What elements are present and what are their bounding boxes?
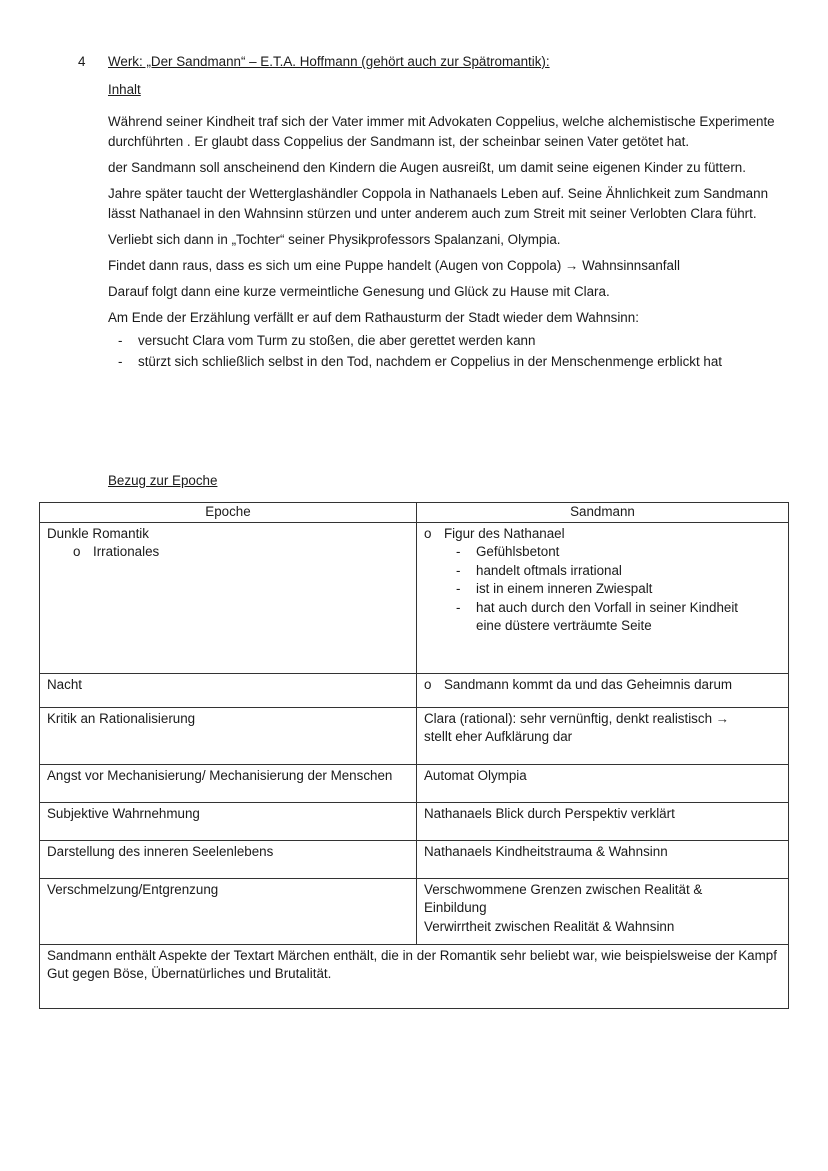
list-item <box>108 351 798 372</box>
inhalt-bullet-list <box>108 330 798 372</box>
table-cell: Nathanaels Blick durch Perspektiv verklärt <box>417 802 789 840</box>
table-cell <box>417 673 789 707</box>
cell-text: Einbildung <box>424 900 487 915</box>
table-cell: Darstellung des inneren Seelenlebens <box>40 840 417 878</box>
circle-marker: o <box>424 676 432 692</box>
cell-subline <box>47 543 409 562</box>
cell-text: Figur des Nathanael <box>444 525 565 541</box>
table-row <box>40 840 789 878</box>
table-cell <box>417 878 789 944</box>
inhalt-paragraph: Darauf folgt dann eine kurze vermeintliche Genesung und Glück zu Hause mit Clara. <box>108 284 610 299</box>
inhalt-paragraph: Während seiner Kindheit traf sich der Vater immer mit Advokaten Coppelius, welche alchemistische Experimente durchführten . Er glaubt dass Coppelius der Sandmann ist, der scheinbar seinen Vater getötet hat. <box>108 114 775 149</box>
table-cell: Automat Olympia <box>417 764 789 802</box>
table-footer-row <box>40 944 789 1008</box>
cell-text: ist in einem inneren Zwiespalt <box>476 581 653 596</box>
cell-text: hat auch durch den Vorfall in seiner Kindheit <box>476 599 739 615</box>
table-row <box>40 802 789 840</box>
table-cell <box>417 707 789 764</box>
table-row <box>40 673 789 707</box>
cell-text: stellt eher Aufklärung dar <box>424 729 573 744</box>
bezug-label: Bezug zur Epoche <box>108 473 218 488</box>
cell-text: Clara (rational): sehr vernünftig, denkt realistisch → <box>424 710 730 726</box>
dash-marker: - <box>118 333 123 348</box>
dash-marker: - <box>118 354 123 369</box>
cell-text: eine düstere verträumte Seite <box>476 618 652 633</box>
table-row <box>40 522 789 673</box>
inhalt-paragraph: Findet dann raus, dass es sich um eine Puppe handelt (Augen von Coppola) → Wahnsinnsanfall <box>108 258 680 273</box>
table-cell: Kritik an Rationalisierung <box>40 707 417 764</box>
inhalt-paragraph: der Sandmann soll anscheinend den Kindern die Augen ausreißt, um damit seine eigenen Kinder zu füttern. <box>108 160 746 175</box>
list-item <box>108 330 798 351</box>
circle-marker: o <box>73 544 81 559</box>
dash-marker: - <box>456 581 461 596</box>
cell-line <box>424 525 781 544</box>
inhalt-paragraph: Verliebt sich dann in „Tochter“ seiner Physikprofessors Spalanzani, Olympia. <box>108 232 561 247</box>
section-title: Werk: „Der Sandmann“ – E.T.A. Hoffmann (gehört auch zur Spätromantik): <box>108 54 550 69</box>
cell-text: handelt oftmals irrational <box>476 562 622 578</box>
table-cell <box>40 522 417 673</box>
bullet-text: versucht Clara vom Turm zu stoßen, die aber gerettet werden kann <box>138 333 536 348</box>
table-footer-cell: Sandmann enthält Aspekte der Textart Märchen enthält, die in der Romantik sehr beliebt war, wie beispielsweise der Kampf Gut gegen Böse, Übernatürliches und Brutalität. <box>40 944 789 1008</box>
header-sandmann: Sandmann <box>417 503 789 523</box>
table-cell: Verschmelzung/Entgrenzung <box>40 878 417 944</box>
table-cell: Nacht <box>40 673 417 707</box>
bullet-text: stürzt sich schließlich selbst in den Tod, nachdem er Coppelius in der Menschenmenge erblickt hat <box>138 354 723 369</box>
table-row <box>40 764 789 802</box>
table-cell: Subjektive Wahrnehmung <box>40 802 417 840</box>
list-item <box>424 543 781 562</box>
cell-text: Dunkle Romantik <box>47 525 149 541</box>
table-row <box>40 878 789 944</box>
inhalt-paragraph: Am Ende der Erzählung verfällt er auf dem Rathausturm der Stadt wieder dem Wahnsinn: <box>108 310 639 325</box>
table-cell: Angst vor Mechanisierung/ Mechanisierung der Menschen <box>40 764 417 802</box>
table-header-row <box>40 503 789 523</box>
table-cell: Nathanaels Kindheitstrauma & Wahnsinn <box>417 840 789 878</box>
table-cell <box>417 522 789 673</box>
header-epoche: Epoche <box>40 503 417 523</box>
dash-marker: - <box>456 544 461 559</box>
cell-text: Verschwommene Grenzen zwischen Realität & <box>424 881 703 897</box>
circle-marker: o <box>424 525 432 541</box>
dash-marker: - <box>456 562 461 578</box>
table-row <box>40 707 789 764</box>
inhalt-content <box>108 112 798 372</box>
list-item-continuation <box>424 617 781 636</box>
epoch-table <box>39 502 789 1009</box>
cell-text: Sandmann kommt da und das Geheimnis darum <box>444 676 733 692</box>
cell-text: Irrationales <box>93 544 160 559</box>
inhalt-paragraph: Jahre später taucht der Wetterglashändler Coppola in Nathanaels Leben auf. Seine Ähnlichkeit zum Sandmann lässt Nathanael in den Wahnsinn stürzen und unter anderem auch zum Streit mit seiner Verlobten Clara führt. <box>108 186 769 221</box>
list-item <box>424 580 781 599</box>
list-item <box>424 562 781 581</box>
cell-text: Verwirrtheit zwischen Realität & Wahnsinn <box>424 918 675 934</box>
inhalt-label: Inhalt <box>108 82 141 97</box>
dash-marker: - <box>456 599 461 615</box>
cell-text: Gefühlsbetont <box>476 544 560 559</box>
section-number: 4 <box>78 54 86 69</box>
list-item <box>424 599 781 618</box>
